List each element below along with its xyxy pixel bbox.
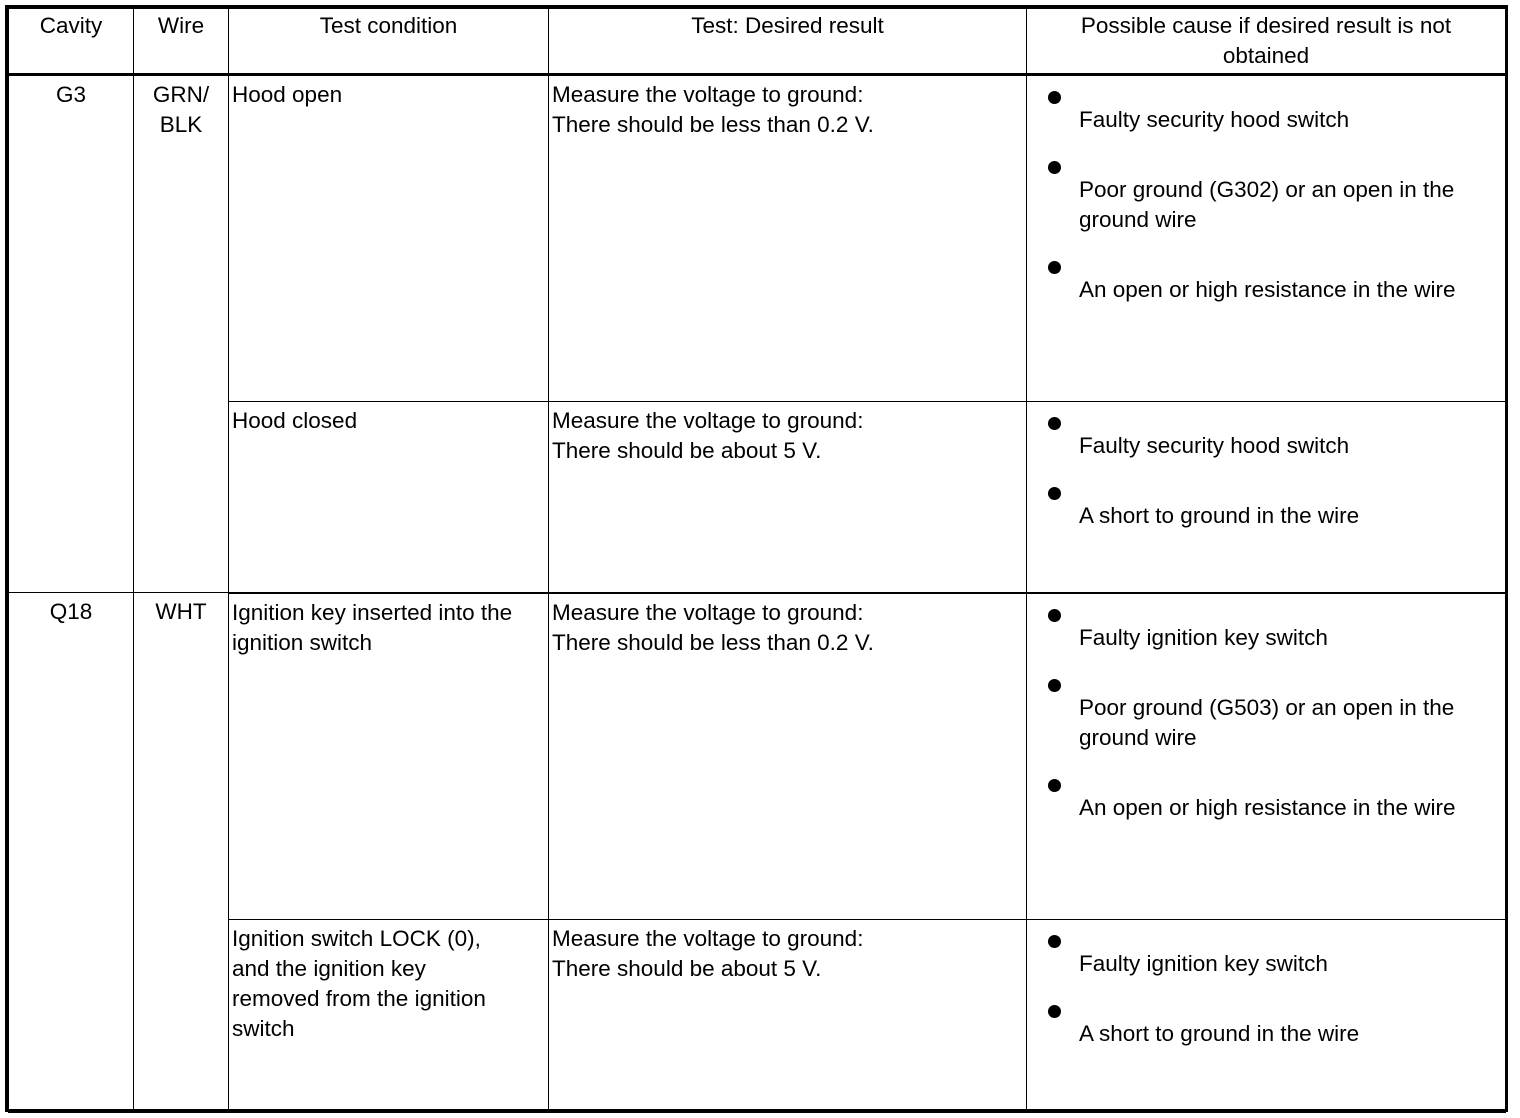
cause-text: Faulty ignition key switch (1079, 624, 1328, 650)
result-cell: Measure the voltage to ground: There should be about 5 V. (549, 402, 1027, 593)
bullet-icon (1048, 609, 1061, 622)
header-possible-cause: Possible cause if desired result is not obtained (1027, 9, 1506, 75)
diagnostic-table (8, 8, 1506, 1113)
cause-item (1027, 150, 1501, 235)
condition-cell: Ignition switch LOCK (0), and the ignition key removed from the ignition switch (229, 920, 549, 1113)
cause-text: Poor ground (G302) or an open in the ground wire (1079, 177, 1455, 232)
wire-color: GRN/ BLK (152, 82, 210, 137)
cause-item (1027, 250, 1501, 305)
cause-item (1027, 668, 1501, 753)
header-row (9, 9, 1506, 75)
condition-cell: Hood closed (229, 402, 549, 593)
table-row (9, 593, 1506, 920)
table-row (9, 920, 1506, 1113)
cause-text: Poor ground (G503) or an open in the ground wire (1079, 694, 1455, 750)
header-cavity: Cavity (9, 9, 134, 75)
wire-color: WHT (155, 599, 207, 624)
cause-text: A short to ground in the wire (1079, 1021, 1360, 1046)
cause-text: An open or high resistance in the wire (1079, 277, 1456, 302)
header-wire: Wire (134, 9, 229, 75)
cause-text: Faulty ignition key switch (1079, 951, 1328, 976)
bullet-icon (1048, 679, 1061, 692)
causes-cell (1027, 593, 1506, 920)
table-row (9, 75, 1506, 402)
condition-cell: Ignition key inserted into the ignition switch (229, 593, 549, 920)
bullet-icon (1048, 1005, 1061, 1018)
causes-cell (1027, 402, 1506, 593)
bullet-icon (1048, 261, 1061, 274)
cause-item (1027, 924, 1501, 979)
condition-cell: Hood open (229, 75, 549, 402)
cause-item (1027, 80, 1501, 135)
cause-item (1027, 476, 1501, 531)
result-cell: Measure the voltage to ground: There should be about 5 V. (549, 920, 1027, 1113)
cause-item (1027, 768, 1501, 823)
wire-cell (134, 593, 229, 1113)
result-cell: Measure the voltage to ground: There should be less than 0.2 V. (549, 593, 1027, 920)
cause-text: A short to ground in the wire (1079, 503, 1360, 528)
cause-text: An open or high resistance in the wire (1079, 794, 1456, 820)
header-test-condition: Test condition (229, 9, 549, 75)
cause-text: Faulty security hood switch (1079, 433, 1350, 458)
causes-cell (1027, 920, 1506, 1113)
table-row (9, 402, 1506, 593)
causes-cell (1027, 75, 1506, 402)
bullet-icon (1048, 487, 1061, 500)
cause-item (1027, 598, 1501, 653)
cavity-cell: G3 (9, 75, 134, 593)
cause-item (1027, 994, 1501, 1049)
bullet-icon (1048, 935, 1061, 948)
bullet-icon (1048, 417, 1061, 430)
header-desired-result: Test: Desired result (549, 9, 1027, 75)
cause-text: Faulty security hood switch (1079, 107, 1350, 132)
result-cell: Measure the voltage to ground: There should be less than 0.2 V. (549, 75, 1027, 402)
cause-item (1027, 406, 1501, 461)
wire-cell (134, 75, 229, 593)
bullet-icon (1048, 161, 1061, 174)
bullet-icon (1048, 91, 1061, 104)
cavity-cell: Q18 (9, 593, 134, 1113)
bullet-icon (1048, 779, 1061, 792)
